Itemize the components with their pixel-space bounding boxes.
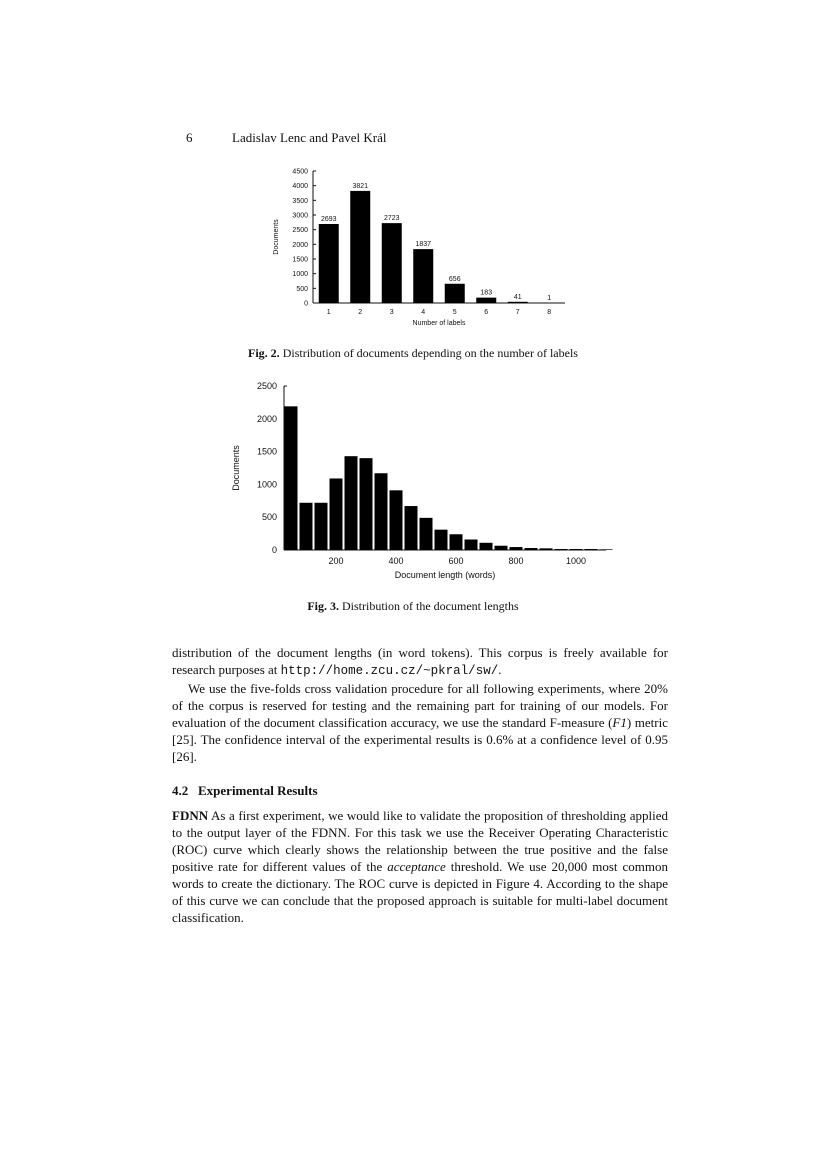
y-tick-label: 0 [304, 300, 308, 308]
caption-label: Fig. 3. [307, 599, 339, 613]
bar [495, 546, 508, 550]
bar [450, 534, 463, 550]
bar [585, 549, 598, 550]
data-label: 2693 [320, 216, 337, 224]
bar [445, 284, 465, 303]
figure-3-caption [0, 599, 826, 614]
bar [382, 223, 402, 303]
caption-text: Distribution of documents depending on the number of labels [279, 346, 578, 360]
bar [315, 503, 328, 550]
y-tick-label: 0 [271, 545, 277, 555]
bar [555, 549, 568, 550]
x-axis-label: Number of labels [412, 320, 466, 327]
y-tick-label: 500 [296, 285, 308, 293]
caption-label: Fig. 2. [248, 346, 280, 360]
paragraph: distribution of the document lengths (in word tokens). This corpus is freely available for research purposes at http://home.zcu.cz/~pkral/sw/. [172, 645, 668, 678]
bar [350, 191, 370, 303]
bar [319, 224, 339, 303]
data-label: 3821 [352, 182, 369, 190]
figure-3-chart [220, 375, 620, 590]
bar [510, 547, 523, 550]
y-tick-label: 2500 [256, 381, 277, 391]
x-tick-label: 200 [328, 556, 344, 566]
bar [330, 478, 343, 550]
data-label: 1837 [415, 241, 432, 249]
x-tick-label: 1000 [565, 556, 587, 566]
y-tick-label: 2500 [292, 227, 308, 235]
figure-2-chart [260, 165, 580, 335]
y-tick-label: 2000 [256, 413, 277, 424]
bar [405, 506, 418, 550]
bar [540, 548, 553, 550]
bar [476, 298, 496, 303]
body-text [172, 644, 668, 926]
y-axis-label: Documents [273, 219, 280, 255]
y-tick-label: 3500 [292, 197, 308, 205]
bar [285, 406, 298, 550]
x-tick-label: 3 [389, 309, 394, 316]
x-tick-label: 5 [452, 309, 457, 316]
data-label: 41 [513, 293, 522, 301]
data-label: 183 [480, 289, 493, 297]
bar [570, 549, 583, 550]
y-tick-label: 1000 [256, 479, 277, 490]
x-tick-label: 7 [515, 309, 520, 316]
bar [525, 548, 538, 550]
x-tick-label: 2 [358, 309, 363, 316]
bar [508, 302, 528, 303]
page-number: 6 [186, 130, 193, 145]
y-tick-label: 1000 [292, 271, 308, 279]
x-tick-label: 8 [547, 309, 552, 316]
y-tick-label: 2000 [292, 241, 308, 249]
bar [420, 518, 433, 550]
bar [360, 458, 373, 550]
x-tick-label: 1 [326, 309, 331, 316]
x-tick-label: 400 [388, 556, 404, 566]
caption-text: Distribution of the document lengths [339, 599, 519, 613]
x-tick-label: 4 [421, 309, 426, 316]
y-tick-label: 1500 [292, 256, 308, 264]
bar [435, 530, 448, 550]
bar [600, 549, 613, 550]
x-axis-label: Document length (words) [394, 570, 496, 580]
y-tick-label: 4500 [292, 168, 308, 176]
running-header: Ladislav Lenc and Pavel Král [232, 130, 387, 145]
corpus-link[interactable]: http://home.zcu.cz/~pkral/sw/ [280, 664, 499, 678]
data-label: 1 [547, 294, 552, 302]
paragraph: We use the five-folds cross validation procedure for all following experiments, where 20% of the corpus is reserved for testing and the remaining part for training of our models. For evaluation of the document classification accuracy, we use the standard F-measure (F1) metric [25]. The confidence interval of the experimental results is 0.6% at a confidence level of 0.95 [26]. [172, 681, 668, 764]
y-axis-label: Documents [231, 445, 241, 491]
data-label: 2723 [383, 215, 400, 223]
x-tick-label: 800 [508, 556, 524, 566]
y-tick-label: 1500 [256, 446, 277, 457]
figure-2-caption [0, 346, 826, 361]
x-tick-label: 6 [484, 309, 489, 316]
bar [345, 456, 358, 550]
y-tick-label: 500 [261, 512, 277, 523]
bar [465, 540, 478, 550]
section-heading: 4.2 Experimental Results [172, 783, 318, 798]
bar [390, 490, 403, 550]
bar [300, 503, 313, 550]
bar [375, 473, 388, 550]
y-tick-label: 4000 [292, 183, 308, 191]
bar [413, 249, 433, 303]
paragraph: FDNN As a first experiment, we would like to validate the proposition of thresholding applied to the output layer of the FDNN. For this task we use the Receiver Operating Characteristic (ROC) curve which clearly shows the relationship between the true positive and the false positive rate for different values of the acceptance threshold. We use 20,000 most common words to create the dictionary. The ROC curve is depicted in Figure 4. According to the shape of this curve we can conclude that the proposed approach is suitable for multi-label document classification. [172, 808, 668, 925]
data-label: 656 [448, 275, 461, 283]
bar [480, 543, 493, 550]
y-tick-label: 3000 [292, 212, 308, 220]
x-tick-label: 600 [448, 556, 464, 566]
